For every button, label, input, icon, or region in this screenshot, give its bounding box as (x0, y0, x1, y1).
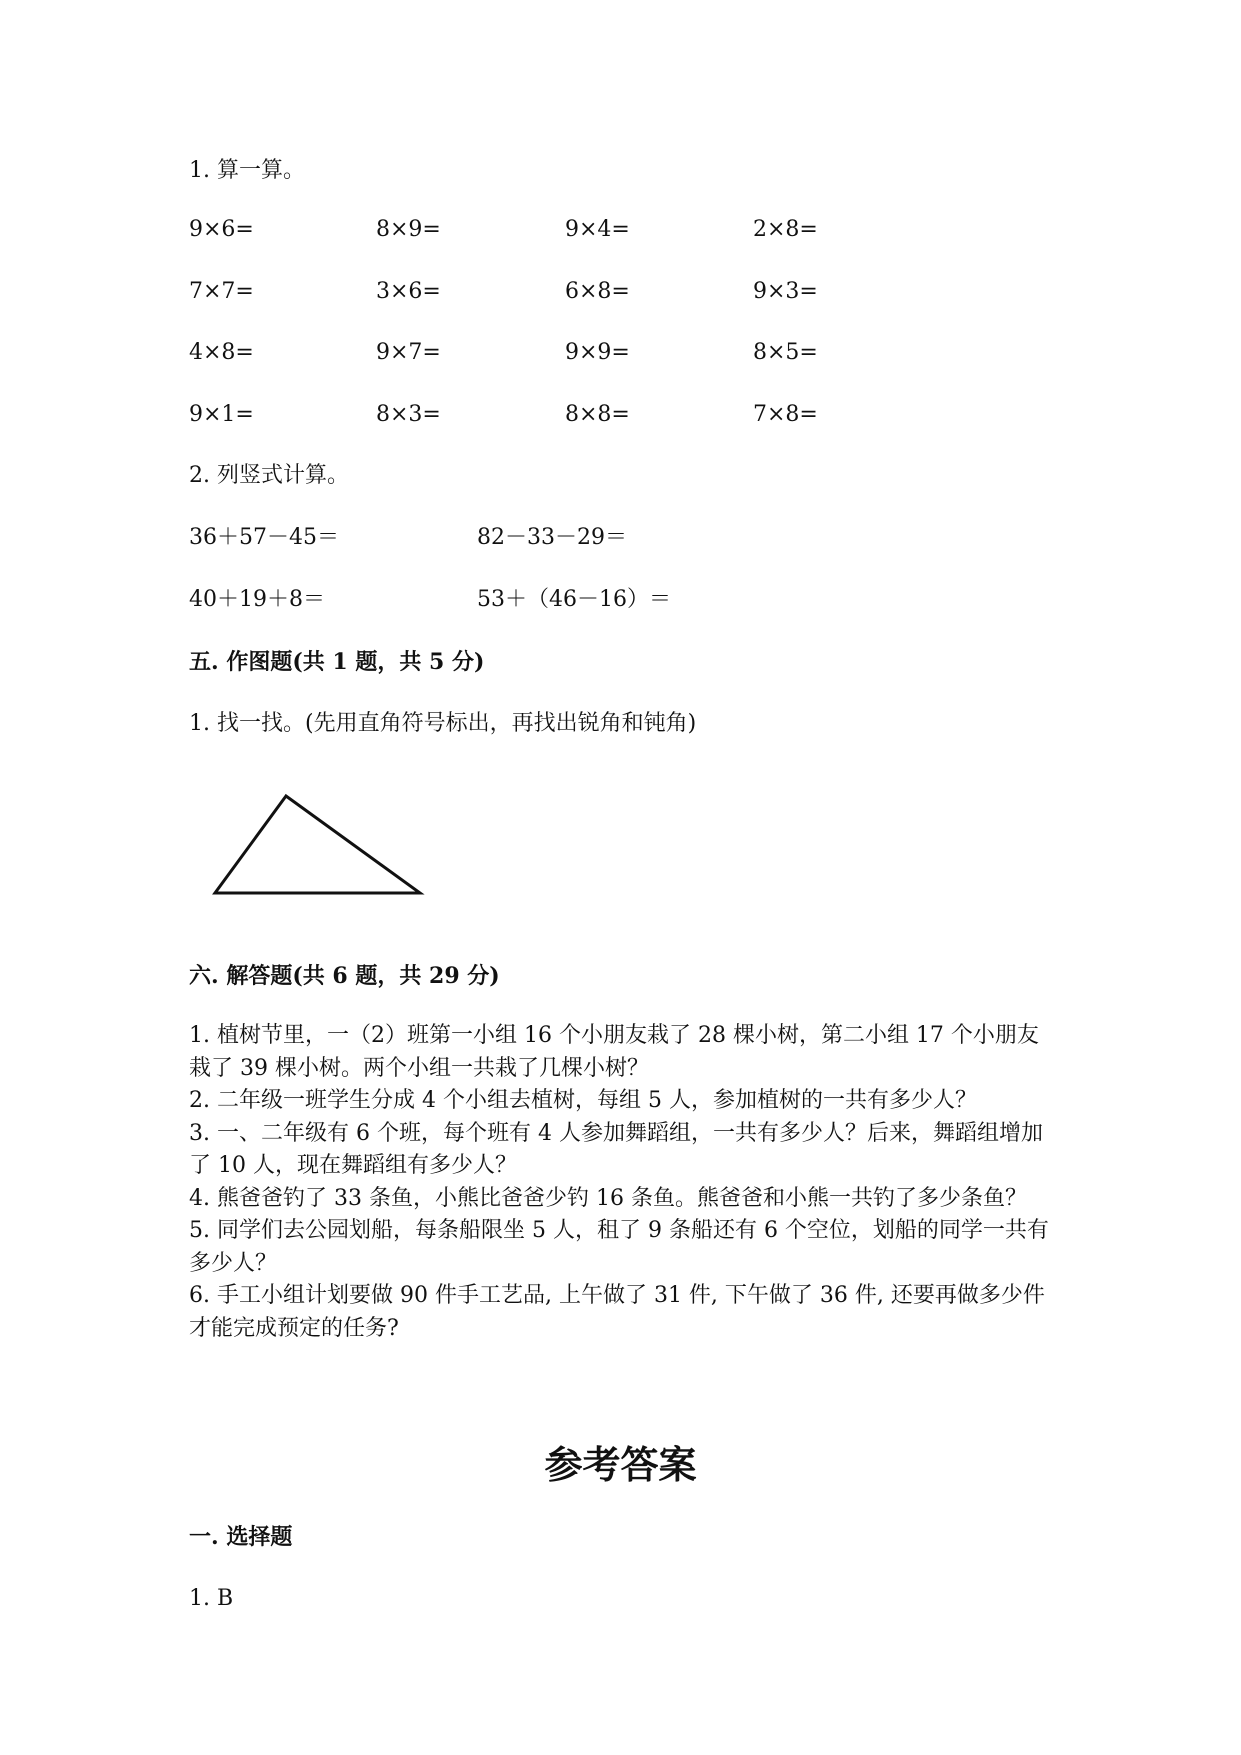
q1-title: 1. 算一算。 (189, 158, 305, 183)
problem-item: 5. 同学们去公园划船，每条船限坐 5 人，租了 9 条船还有 6 个空位，划船的同学一共有多少人？ (189, 1218, 1049, 1276)
calc-item: 36＋57－45＝ (189, 525, 339, 550)
mult-item: 9×9= (565, 340, 630, 365)
calc-item: 53＋（46－16）＝ (477, 587, 671, 612)
q2-title: 2. 列竖式计算。 (189, 463, 349, 488)
answers-title: 参考答案 (544, 1442, 697, 1487)
mult-item: 8×9= (376, 217, 441, 242)
mult-item: 4×8= (189, 340, 254, 365)
answer-item: 1. B (189, 1586, 234, 1611)
problem-item: 2. 二年级一班学生分成 4 个小组去植树，每组 5 人，参加植树的一共有多少人？ (189, 1088, 977, 1113)
problem-item: 4. 熊爸爸钓了 33 条鱼，小熊比爸爸少钓 16 条鱼。熊爸爸和小熊一共钓了多少条鱼？ (189, 1185, 1027, 1211)
section5-heading: 五. 作图题(共 1 题，共 5 分) (189, 649, 485, 675)
mult-item: 7×7= (189, 279, 254, 304)
calc-item: 40＋19＋8＝ (189, 587, 325, 612)
mult-item: 8×3= (376, 402, 441, 427)
section6-heading: 六. 解答题(共 6 题，共 29 分) (189, 963, 500, 989)
mult-item: 9×6= (189, 217, 254, 242)
problem-list (189, 1020, 1049, 1345)
mult-item: 9×3= (753, 279, 818, 304)
mult-item: 8×8= (565, 402, 630, 427)
mult-item: 2×8= (753, 217, 818, 242)
mult-item: 9×1= (189, 402, 254, 427)
answers-section1-heading: 一. 选择题 (189, 1524, 293, 1550)
mult-item: 6×8= (565, 279, 630, 304)
problem-item: 1. 植树节里，一（2）班第一小组 16 个小朋友栽了 28 棵小树，第二小组 17 个小朋友栽了 39 棵小树。两个小组一共栽了几棵小树？ (189, 1023, 1039, 1081)
triangle-shape (215, 796, 420, 893)
mult-item: 8×5= (753, 340, 818, 365)
section5-q1: 1. 找一找。(先用直角符号标出，再找出锐角和钝角) (189, 711, 697, 736)
mult-item: 9×7= (376, 340, 441, 365)
problem-item: 6. 手工小组计划要做 90 件手工艺品, 上午做了 31 件, 下午做了 36 件, 还要再做多少件才能完成预定的任务? (189, 1283, 1045, 1341)
problem-item: 3. 一、二年级有 6 个班，每个班有 4 人参加舞蹈组，一共有多少人？后来，舞蹈组增加了 10 人，现在舞蹈组有多少人？ (189, 1120, 1043, 1178)
calc-item: 82－33－29＝ (477, 525, 627, 550)
mult-item: 9×4= (565, 217, 630, 242)
mult-item: 3×6= (376, 279, 441, 304)
mult-item: 7×8= (753, 402, 818, 427)
